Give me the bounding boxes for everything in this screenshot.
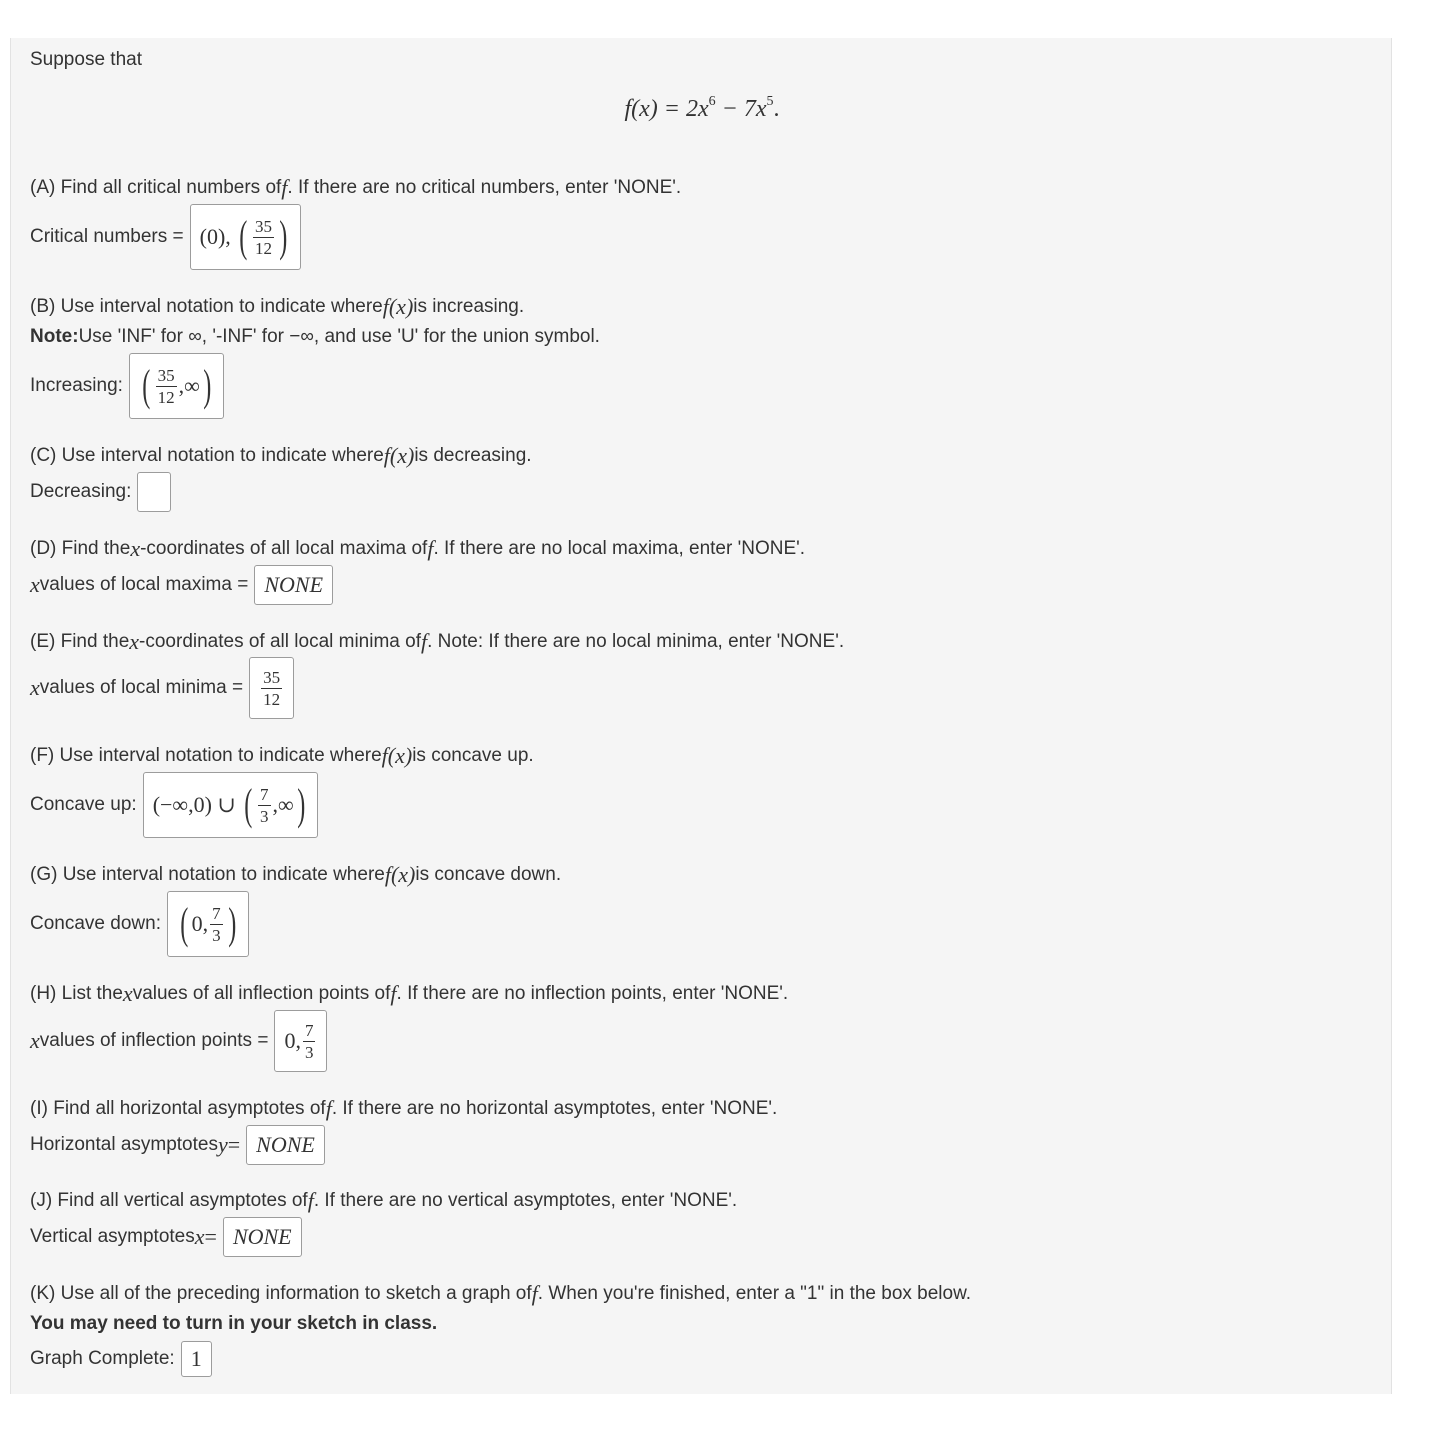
concave-down-input[interactable]: ( 0, $\frac{7}{3}$ ) <box>167 891 249 957</box>
answer-row-i: Horizontal asymptotes y = NONE <box>30 1125 325 1165</box>
label-local-maxima: values of local maxima = <box>39 574 249 595</box>
label-increasing: Increasing: <box>30 375 123 396</box>
label-decreasing: Decreasing: <box>30 481 132 502</box>
question-g: (G) Use interval notation to indicate where f(x) is concave down. <box>30 862 562 887</box>
local-maxima-input[interactable]: NONE <box>254 565 333 605</box>
question-j: (J) Find all vertical asymptotes of f . If there are no vertical asymptotes, enter 'NONE'. <box>30 1188 738 1213</box>
question-a: (A) Find all critical numbers of f . If there are no critical numbers, enter 'NONE'. <box>30 175 682 200</box>
answer-row-h: x values of inflection points = 0, $\frac{7}{3}$ <box>30 1010 327 1072</box>
label-inflection-points: values of inflection points = <box>39 1030 269 1051</box>
answer-row-a <box>30 204 301 270</box>
question-d: (D) Find the x -coordinates of all local maxima of f . If there are no local maxima, enter 'NONE'. <box>30 536 806 561</box>
answer-row-b <box>30 353 224 419</box>
answer-row-c <box>30 472 171 512</box>
label-concave-up: Concave up: <box>30 794 137 815</box>
graph-complete-input[interactable]: 1 <box>181 1341 212 1377</box>
increasing-input[interactable]: ( $\frac{35}{12}$ ,∞ ) <box>129 353 225 419</box>
note-b: Note: Use 'INF' for ∞, '-INF' for −∞, and use 'U' for the union symbol. <box>30 326 600 347</box>
question-c: (C) Use interval notation to indicate where f(x) is decreasing. <box>30 443 532 468</box>
horizontal-asymptotes-input[interactable]: NONE <box>246 1125 325 1165</box>
question-b: (B) Use interval notation to indicate where f(x) is increasing. <box>30 294 525 319</box>
question-f: (F) Use interval notation to indicate where f(x) is concave up. <box>30 743 534 768</box>
label-vertical-asymptotes: Vertical asymptotes <box>30 1226 195 1247</box>
answer-row-k <box>30 1341 212 1377</box>
note-k: You may need to turn in your sketch in class. <box>30 1313 438 1334</box>
label-graph-complete: Graph Complete: <box>30 1348 175 1369</box>
decreasing-input[interactable] <box>137 472 171 512</box>
answer-row-j: Vertical asymptotes x = NONE <box>30 1217 302 1257</box>
vertical-asymptotes-input[interactable]: NONE <box>223 1217 302 1257</box>
question-i: (I) Find all horizontal asymptotes of f . If there are no horizontal asymptotes, enter 'NONE'. <box>30 1096 778 1121</box>
question-k: (K) Use all of the preceding information to sketch a graph of f . When you're finished, enter a "1" in the box below. <box>30 1281 972 1306</box>
answer-row-e: x values of local minima = $\frac{35}{12}$ <box>30 657 294 719</box>
label-horizontal-asymptotes: Horizontal asymptotes <box>30 1134 218 1155</box>
answer-row-f <box>30 772 318 838</box>
question-h: (H) List the x values of all inflection points of f . If there are no inflection points, enter 'NONE'. <box>30 981 789 1006</box>
question-e: (E) Find the x -coordinates of all local minima of f . Note: If there are no local minima, enter 'NONE'. <box>30 629 845 654</box>
question-panel <box>10 38 1392 1394</box>
function-formula: $f(x) = 2x^6 - 7x^5$. <box>624 94 780 122</box>
label-local-minima: values of local minima = <box>39 677 244 698</box>
critical-numbers-input[interactable]: (0), ( $\frac{35}{12}$ ) <box>190 204 301 270</box>
answer-row-d: x values of local maxima = NONE <box>30 565 333 605</box>
inflection-points-input[interactable]: 0, $\frac{7}{3}$ <box>274 1010 327 1072</box>
label-concave-down: Concave down: <box>30 913 161 934</box>
intro-text: Suppose that <box>30 49 142 70</box>
concave-up-input[interactable]: (−∞,0) ∪ ( $\frac{7}{3}$ ,∞ ) <box>143 772 319 838</box>
local-minima-input[interactable]: $\frac{35}{12}$ <box>249 657 294 719</box>
answer-row-g <box>30 891 249 957</box>
label-critical-numbers: Critical numbers = <box>30 226 184 247</box>
